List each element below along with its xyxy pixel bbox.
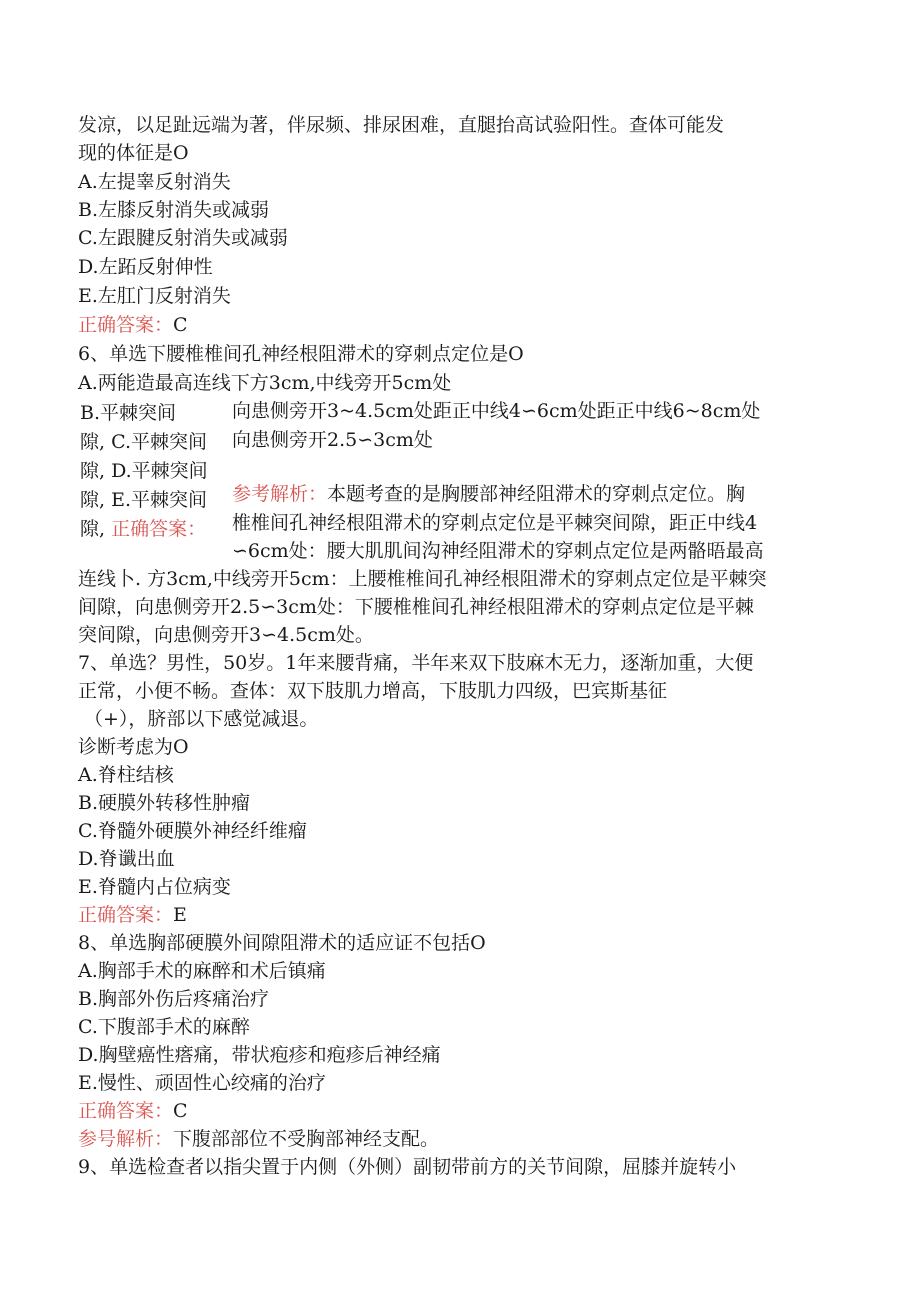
answer-label: 正确答案： bbox=[78, 904, 174, 926]
question-9: 9、单选检查者以指尖置于内侧（外侧）副韧带前方的关节间隙，屈膝并旋转小 bbox=[78, 1156, 737, 1178]
answer-label: 正确答案： bbox=[111, 518, 207, 540]
answer-line bbox=[78, 1098, 188, 1124]
option-e: 隙, E.平棘突间 bbox=[80, 489, 207, 511]
explanation-text: 本题考查的是胸腰部神经阻滞术的穿刺点定位。胸 bbox=[327, 483, 746, 505]
answer-line bbox=[78, 902, 187, 928]
explanation-line: 连线卜. 方3cm,中线旁开5cm：上腰椎椎间孔神经根阻滞术的穿刺点定位是平棘突 bbox=[78, 568, 767, 590]
text-line: 正常，小便不畅。查体：双下肢肌力增高，下肢肌力四级，巴宾斯基征 bbox=[78, 680, 668, 702]
explanation-label: 参考解析： bbox=[232, 483, 328, 505]
explanation-line bbox=[78, 1126, 439, 1152]
question-8: 8、单选胸部硬膜外间隙阻滞术的适应证不包括O bbox=[78, 932, 486, 954]
option-d: D.左跖反射伸性 bbox=[78, 256, 213, 278]
option-c: C.下腹部手术的麻醉 bbox=[78, 1016, 250, 1038]
option-detail-c: 向患侧旁开2.5∽3cm处 bbox=[232, 429, 433, 451]
text-line: 现的体征是O bbox=[78, 142, 189, 164]
option-e: E.慢性、顽固性心绞痛的治疗 bbox=[78, 1072, 326, 1094]
text-line: 诊断考虑为O bbox=[78, 736, 189, 758]
option-detail-b: 向患侧旁开3~4.5cm处距正中线4∽6cm处距正中线6~8cm处 bbox=[232, 400, 761, 422]
options-left-column bbox=[80, 400, 208, 545]
option-d: 隙, D.平棘突间 bbox=[80, 460, 208, 482]
answer-line bbox=[78, 312, 188, 338]
option-c: C.脊髓外硬膜外神经纤维瘤 bbox=[78, 820, 307, 842]
answer-value: C bbox=[173, 314, 188, 336]
explanation-line: 椎椎间孔神经根阻滞术的穿刺点定位是平棘突间隙，距正中线4 bbox=[232, 512, 758, 534]
option-b: B.硬膜外转移性肿瘤 bbox=[78, 792, 251, 814]
option-c: C.左跟腱反射消失或减弱 bbox=[78, 227, 288, 249]
answer-label: 正确答案： bbox=[78, 314, 174, 336]
option-b: B.左膝反射消失或减弱 bbox=[78, 199, 270, 221]
option-e: E.脊髓内占位病变 bbox=[78, 876, 231, 898]
option-a: A.胸部手术的麻醉和术后镇痛 bbox=[78, 960, 326, 982]
explanation-line: ∽6cm处：腰大肌肌间沟神经阻滞术的穿刺点定位是两骼晤最高 bbox=[232, 540, 764, 562]
answer-value: E bbox=[173, 904, 187, 926]
explanation-line bbox=[232, 481, 745, 507]
option-b: B.平棘突间 bbox=[80, 402, 177, 424]
text-line: 发凉，以足趾远端为著，伴尿频、排尿困难，直腿抬高试验阳性。查体可能发 bbox=[78, 114, 725, 136]
option-d: D.胸壁癌性瘩痛，带状疱疹和疱疹后神经痛 bbox=[78, 1044, 441, 1066]
option-a: A.脊柱结核 bbox=[78, 764, 174, 786]
option-e: E.左肛门反射消失 bbox=[78, 285, 231, 307]
explanation-label: 参号解析： bbox=[78, 1128, 174, 1150]
answer-line bbox=[80, 516, 208, 545]
text-line: （+），脐部以下感觉减退。 bbox=[84, 708, 319, 730]
explanation-text: 下腹部部位不受胸部神经支配。 bbox=[173, 1128, 440, 1150]
text-fragment: 隙, bbox=[80, 518, 112, 540]
question-7: 7、单选？男性，50岁。1年来腰背痛，半年来双下肢麻木无力，逐渐加重，大便 bbox=[78, 652, 754, 674]
option-c: 隙, C.平棘突间 bbox=[80, 431, 207, 453]
question-6: 6、单选下腰椎椎间孔神经根阻滞术的穿刺点定位是O bbox=[78, 343, 524, 365]
option-d: D.脊谶出血 bbox=[78, 848, 175, 870]
option-a: A.两能造最高连线下方3cm,中线旁开5cm处 bbox=[78, 372, 452, 394]
answer-label: 正确答案： bbox=[78, 1100, 174, 1122]
option-b: B.胸部外伤后疼痛治疗 bbox=[78, 988, 270, 1010]
explanation-line: 间隙，向患侧旁开2.5∽3cm处：下腰椎椎间孔神经根阻滞术的穿刺点定位是平棘 bbox=[78, 596, 754, 618]
answer-value: C bbox=[173, 1100, 188, 1122]
explanation-line: 突间隙，向患侧旁开3∽4.5cm处。 bbox=[78, 624, 374, 646]
option-a: A.左提睾反射消失 bbox=[78, 171, 231, 193]
